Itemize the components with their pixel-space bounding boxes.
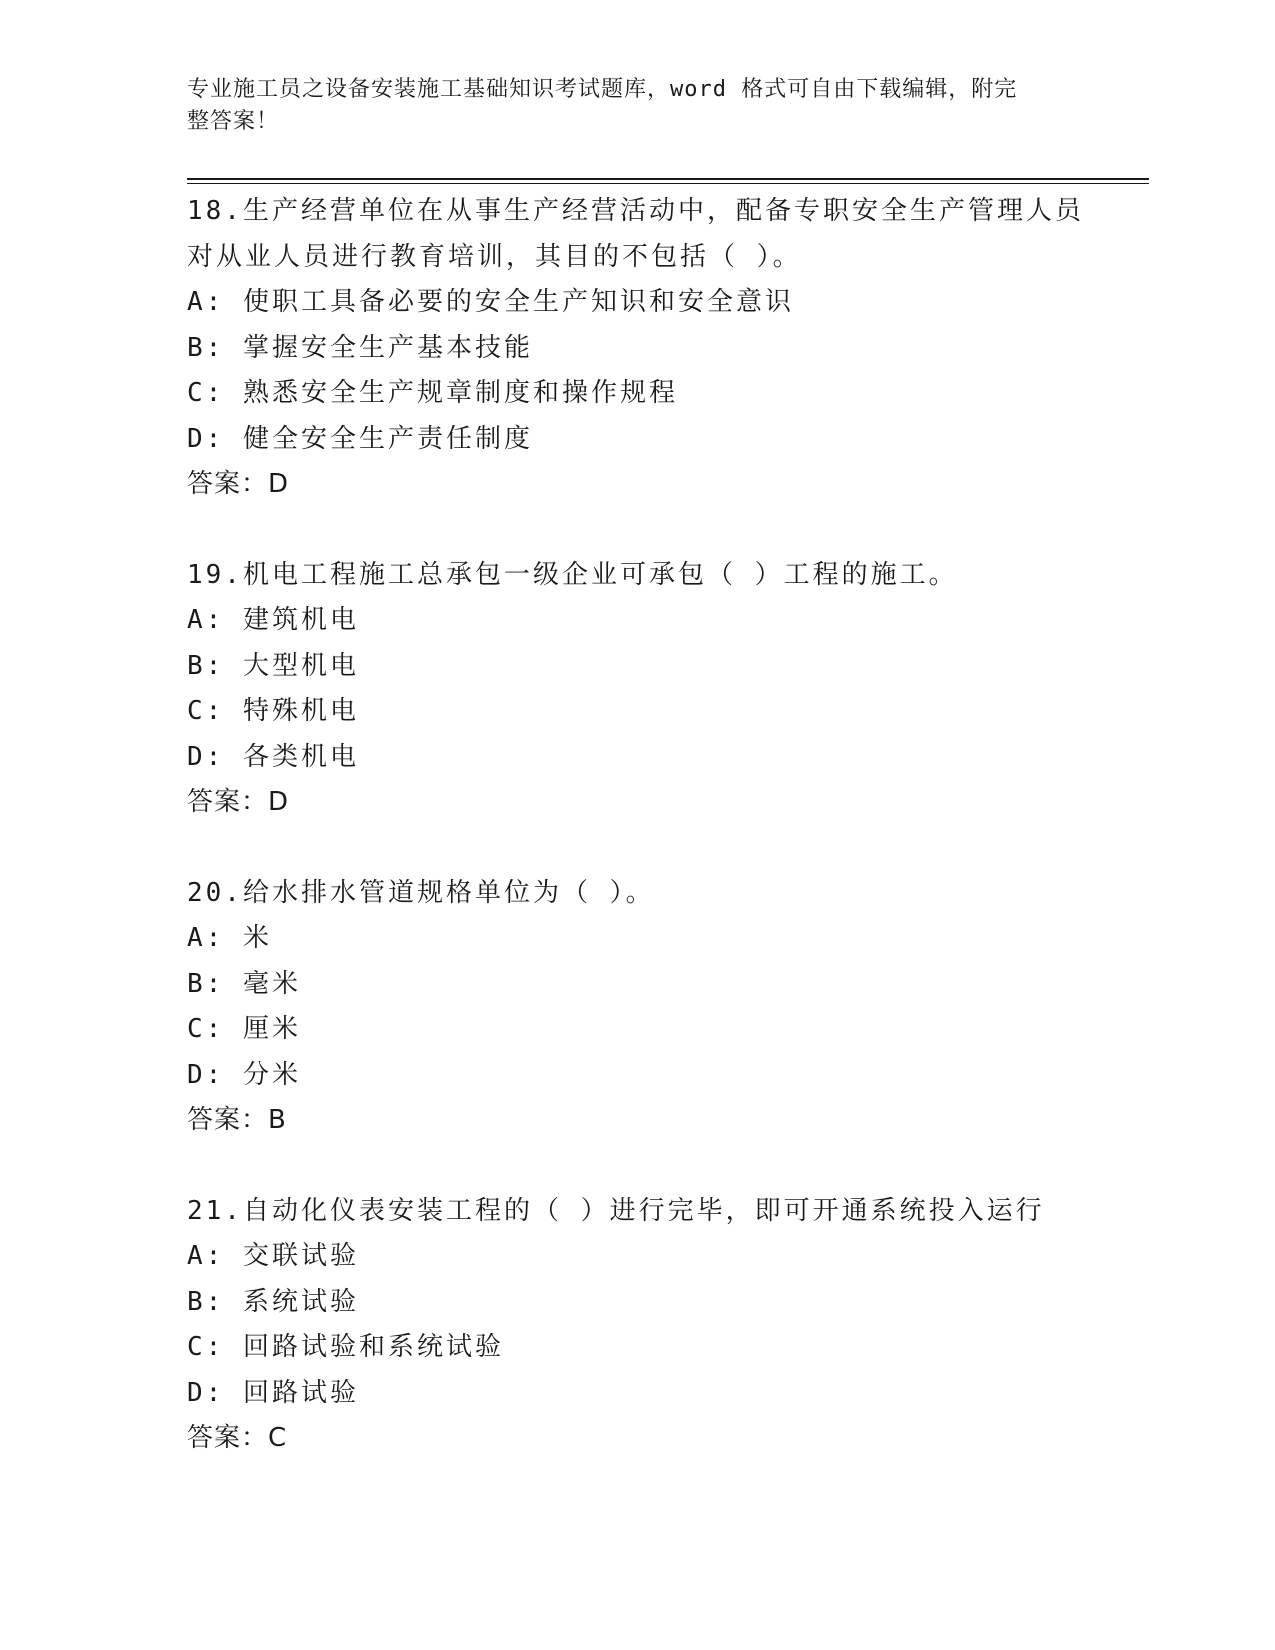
question-text: 19.机电工程施工总承包一级企业可承包（ ）工程的施工。 [187, 559, 958, 590]
question-text: 20.给水排水管道规格单位为（ ）。 [187, 877, 655, 908]
option-b: B: 掌握安全生产基本技能 [187, 332, 533, 363]
header-rule-thick [187, 178, 1149, 180]
option-a: A: 米 [187, 923, 272, 953]
option-b: B: 大型机电 [187, 650, 359, 681]
question-list [187, 189, 1087, 1507]
answer-line: 答案：D [187, 787, 290, 817]
document-header [187, 74, 1087, 138]
option-a: A: 交联试验 [187, 1241, 359, 1271]
header-rule-thin [187, 183, 1149, 184]
option-b: B: 系统试验 [187, 1286, 359, 1317]
option-a: A: 使职工具备必要的安全生产知识和安全意识 [187, 287, 794, 317]
option-c: C: 熟悉安全生产规章制度和操作规程 [187, 378, 678, 408]
answer-line: 答案：C [187, 1423, 288, 1453]
question-text: 18.生产经营单位在从事生产经营活动中，配备专职安全生产管理人员 [187, 196, 1084, 226]
option-d: D: 各类机电 [187, 741, 359, 772]
option-c: C: 特殊机电 [187, 696, 359, 726]
option-b: B: 毫米 [187, 968, 301, 999]
option-d: D: 健全安全生产责任制度 [187, 423, 533, 454]
option-d: D: 回路试验 [187, 1377, 359, 1408]
question-20 [187, 871, 1087, 1144]
question-21 [187, 1189, 1087, 1462]
question-19 [187, 553, 1087, 826]
option-c: C: 厘米 [187, 1014, 301, 1044]
option-c: C: 回路试验和系统试验 [187, 1332, 504, 1362]
question-text: 21.自动化仪表安装工程的（ ）进行完毕，即可开通系统投入运行 [187, 1195, 1045, 1226]
option-a: A: 建筑机电 [187, 605, 359, 635]
answer-line: 答案：D [187, 469, 290, 499]
question-18 [187, 189, 1087, 508]
answer-line: 答案：B [187, 1105, 287, 1135]
option-d: D: 分米 [187, 1059, 301, 1090]
question-text: 对从业人员进行教育培训，其目的不包括（ ）。 [187, 241, 802, 272]
header-line-1: 专业施工员之设备安装施工基础知识考试题库，word 格式可自由下载编辑，附完 [187, 77, 1018, 102]
header-line-2: 整答案！ [187, 109, 280, 134]
